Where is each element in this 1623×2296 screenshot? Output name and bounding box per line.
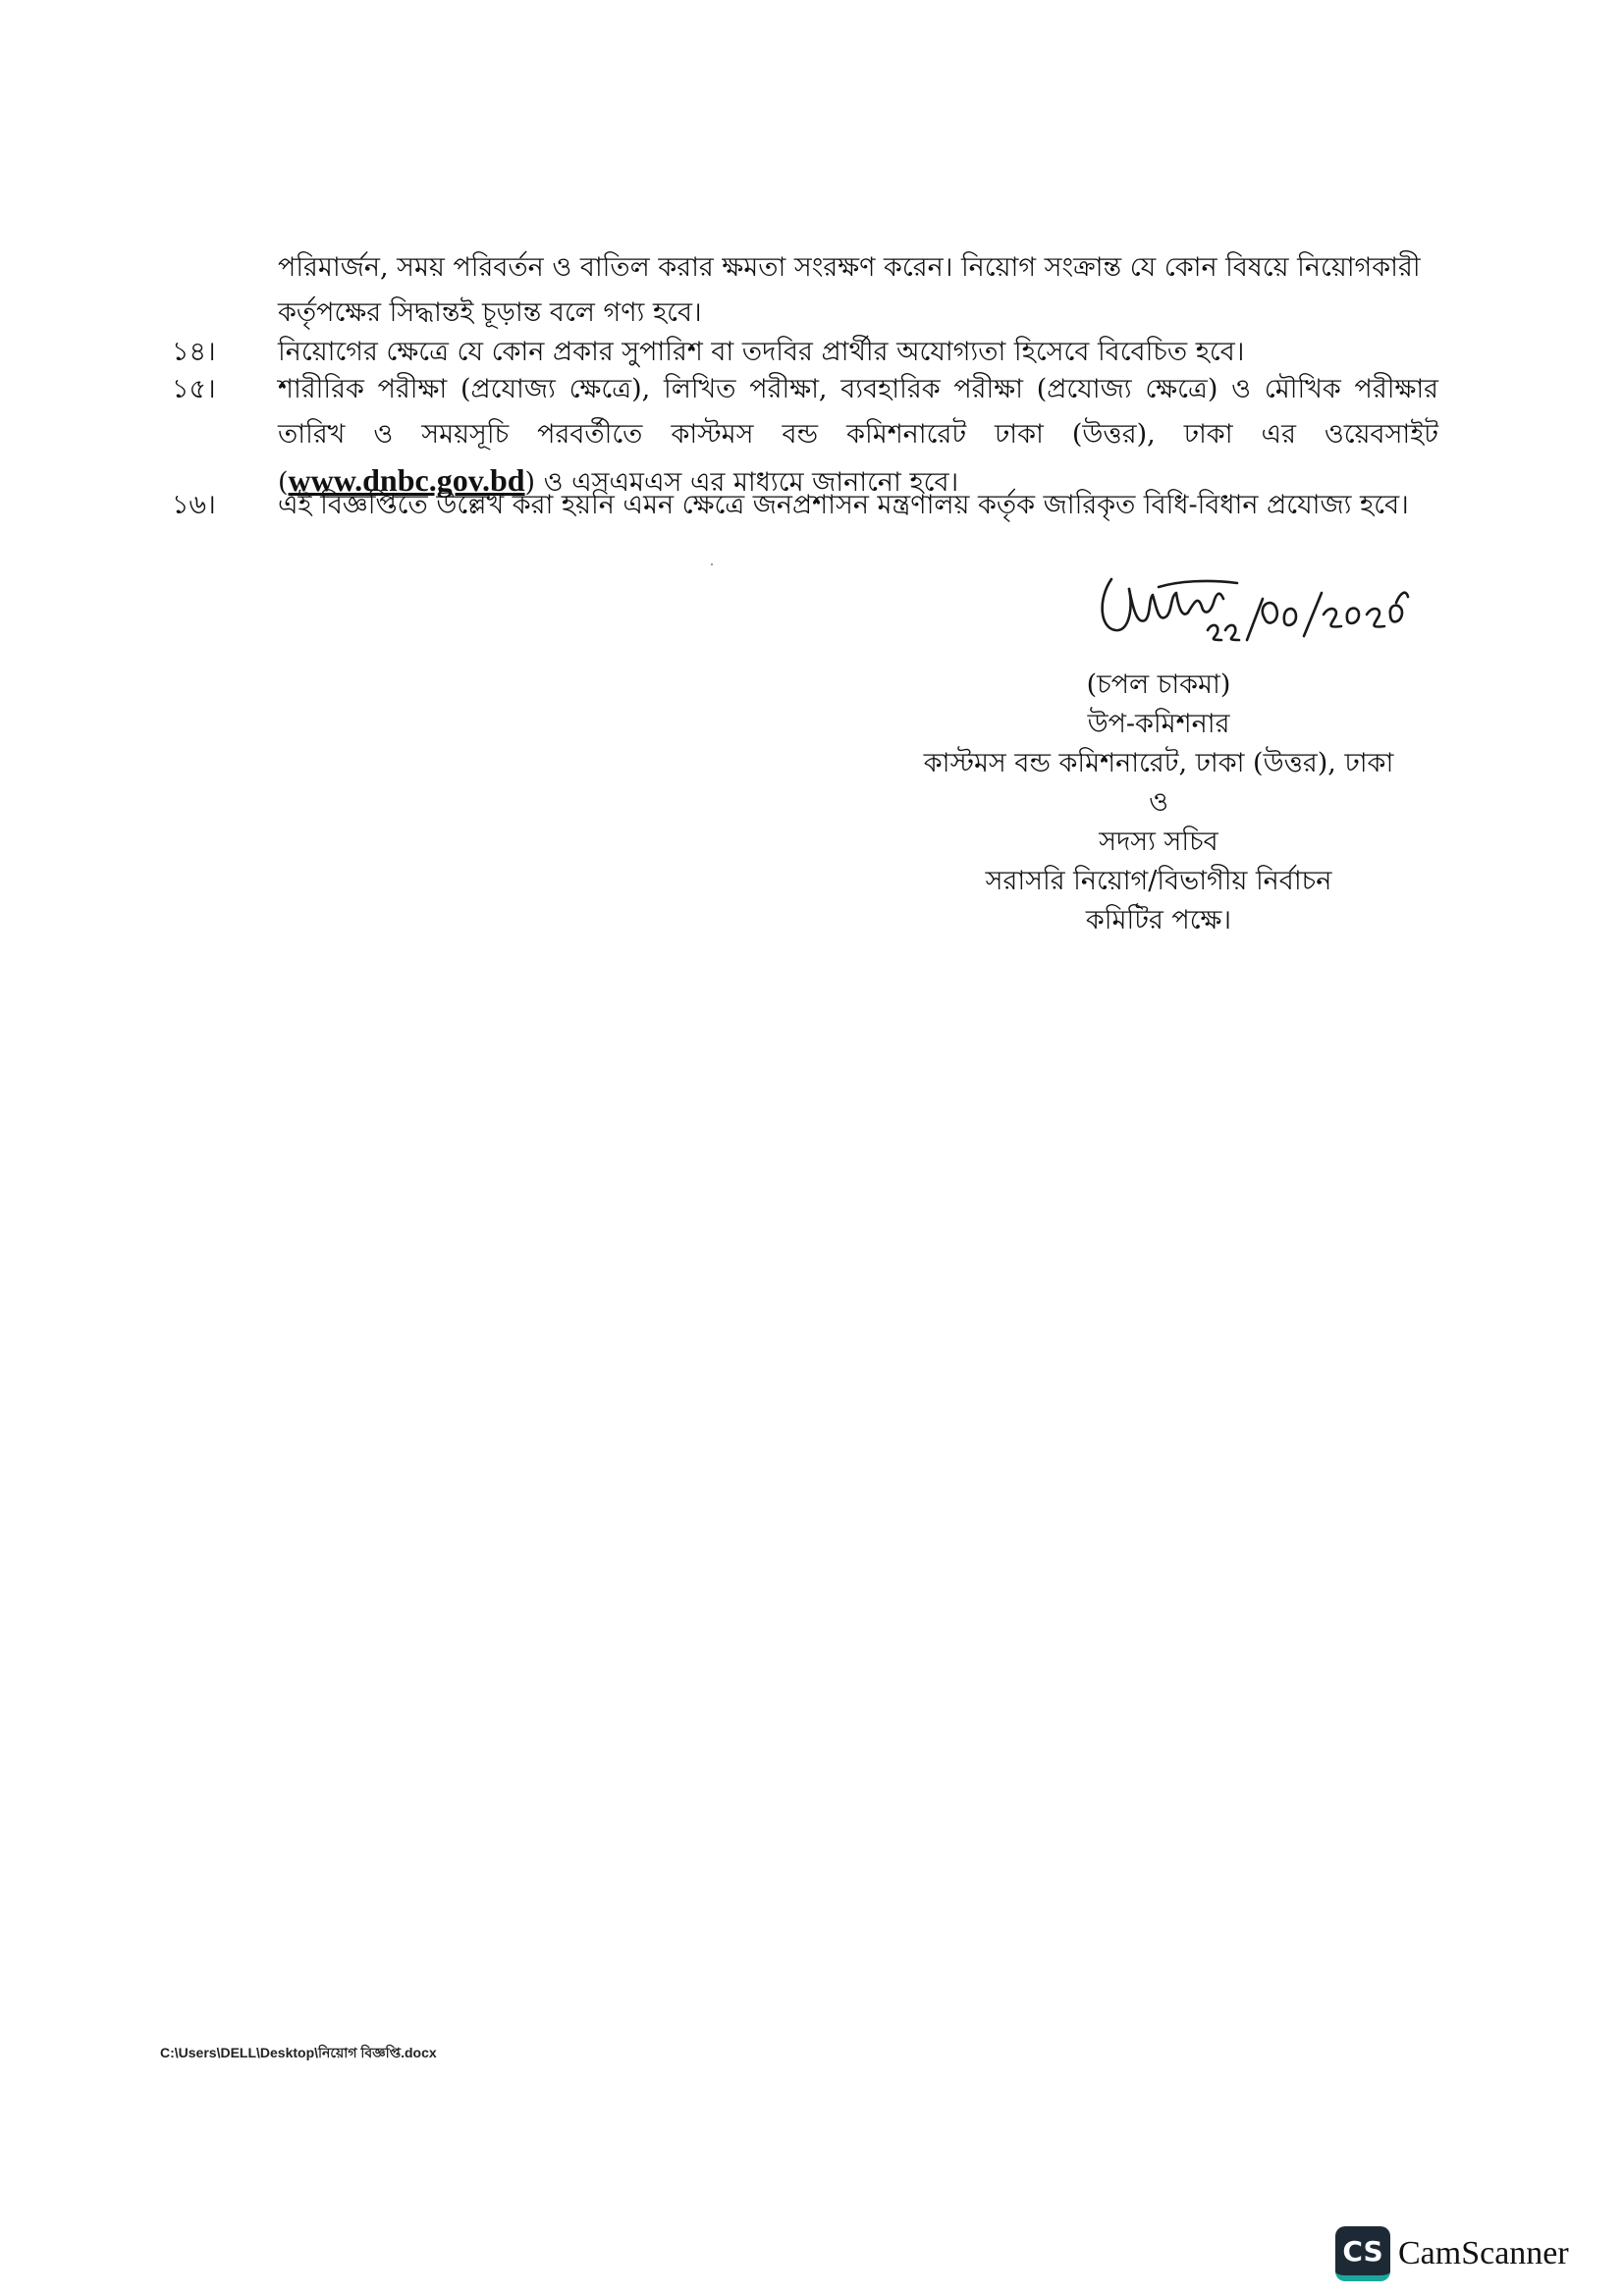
camscanner-logo-icon: CS [1335, 2226, 1390, 2281]
clause-text: নিয়োগের ক্ষেত্রে যে কোন প্রকার সুপারিশ বা তদবির প্রার্থীর অযোগ্যতা হিসেবে বিবেচিত হবে। [278, 337, 1245, 367]
signature-drawing [1090, 560, 1424, 667]
signatory-on-behalf: কমিটির পক্ষে। [1085, 905, 1232, 935]
clause-text-before: শারীরিক পরীক্ষা (প্রযোজ্য ক্ষেত্রে), লিখিত পরীক্ষা, ব্যবহারিক পরীক্ষা (প্রযোজ্য ক্ষেত্রে) ও মৌখিক পরীক্ষার তারিখ ও সময়সূচি পরবর্তীতে কাস্টমস বন্ড কমিশনারেট ঢাকা (উত্তর), ঢাকা এর ওয়েবসাইট ( [278, 374, 1438, 498]
website-link[interactable]: www.dnbc.gov.bd [288, 462, 525, 498]
signatory-designation: উপ-কমিশনার [1087, 709, 1230, 739]
signatory-committee: সরাসরি নিয়োগ/বিভাগীয় নির্বাচন [985, 866, 1332, 896]
signatory-name: (চপল চাকমা) [1086, 669, 1231, 700]
clause-16 [172, 483, 1438, 528]
clause-text: এই বিজ্ঞপ্তিতে উল্লেখ করা হয়নি এমন ক্ষেত্রে জনপ্রশাসন মন্ত্রণালয় কর্তৃক জারিকৃত বিধি-বিধান প্রযোজ্য হবে। [278, 490, 1409, 520]
handwritten-signature [1090, 560, 1424, 667]
signatory-role: সদস্য সচিব [1099, 827, 1218, 857]
clause-number: ১৬। [172, 490, 216, 520]
camscanner-name: CamScanner [1398, 2235, 1569, 2271]
clause-text-after: ) ও এসএমএস এর মাধ্যমে জানানো হবে। [524, 467, 959, 498]
clause-number: ১৪। [172, 337, 216, 367]
signatory-conjunction: ও [1149, 787, 1168, 818]
scan-speck [711, 563, 713, 565]
continuation-paragraph: পরিমার্জন, সময় পরিবর্তন ও বাতিল করার ক্ষমতা সংরক্ষণ করেন। নিয়োগ সংক্রান্ত যে কোন বিষয়ে নিয়োগকারী কর্তৃপক্ষের সিদ্ধান্তই চূড়ান্ত বলে গণ্য হবে। [278, 252, 1421, 328]
file-path-footer: C:\Users\DELL\Desktop\নিয়োগ বিজ্ঞপ্তি.docx [160, 2045, 437, 2060]
camscanner-watermark [1335, 2226, 1569, 2281]
clause-number: ১৫। [172, 374, 216, 404]
signatory-block [884, 666, 1434, 940]
signatory-office: কাস্টমস বন্ড কমিশনারেট, ঢাকা (উত্তর), ঢাকা [923, 748, 1394, 778]
